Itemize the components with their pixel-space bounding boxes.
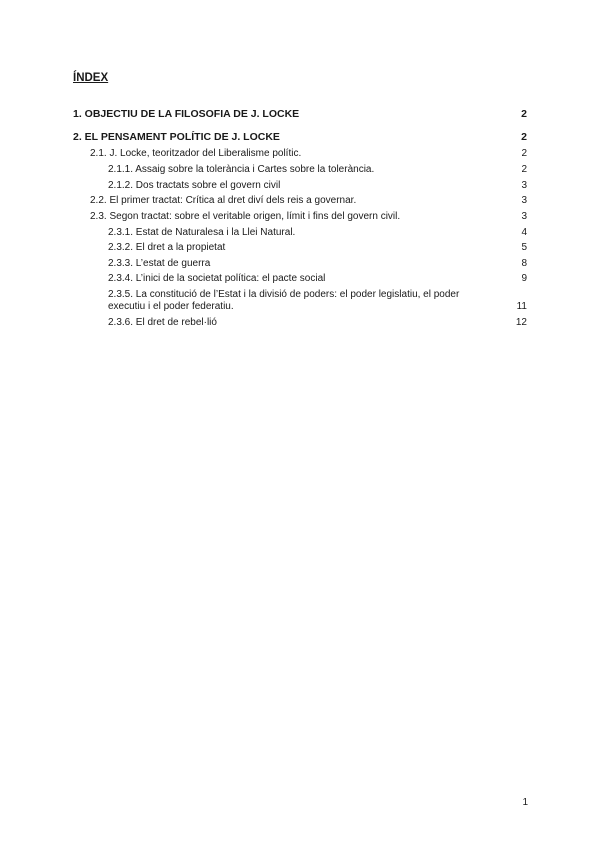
toc-entry[interactable]	[90, 211, 527, 223]
toc-entry-page: 4	[521, 227, 527, 238]
toc-entry-text: 2.3. Segon tractat: sobre el veritable origen, límit i fins del govern civil.	[90, 211, 401, 222]
toc-entry-text: 2.1.2. Dos tractats sobre el govern civil	[108, 180, 281, 191]
toc-entry[interactable]	[108, 258, 527, 270]
toc-entry[interactable]	[90, 195, 527, 207]
toc-entry-text: 2.3.3. L’estat de guerra	[108, 258, 211, 269]
toc-entry-page: 2	[521, 148, 527, 159]
page-number: 1	[522, 797, 528, 808]
toc-entry-text: 2.3.4. L’inici de la societat política: el pacte social	[108, 273, 326, 284]
toc-entry-page: 3	[521, 180, 527, 191]
toc-entry-page: 11	[516, 301, 527, 312]
toc-entry-text: 2.2. El primer tractat: Crítica al dret diví dels reis a governar.	[90, 195, 357, 206]
toc-entry[interactable]	[108, 164, 527, 176]
toc-entry-page: 2	[521, 131, 527, 143]
toc-entry-text: 2.3.5. La constitució de l’Estat i la divisió de poders: el poder legislatiu, el poder executiu i el poder federatiu.	[108, 289, 460, 312]
index-title: ÍNDEX	[73, 72, 109, 84]
toc-entry[interactable]	[73, 131, 527, 143]
toc-entry[interactable]	[108, 242, 527, 254]
toc-entry-page: 3	[521, 195, 527, 206]
toc-entry-page: 3	[521, 211, 527, 222]
toc-entry-text: 2.3.2. El dret a la propietat	[108, 242, 226, 253]
toc-entry-text: 2.1.1. Assaig sobre la tolerància i Cartes sobre la tolerància.	[108, 164, 375, 175]
toc-entry-text: 2.3.6. El dret de rebel·lió	[108, 317, 217, 328]
toc-entry[interactable]	[108, 180, 527, 192]
toc-entry-page: 12	[515, 317, 527, 328]
toc-entry-page: 2	[521, 108, 527, 120]
toc-entry[interactable]	[108, 289, 527, 313]
toc-entry-text: 1. OBJECTIU DE LA FILOSOFIA DE J. LOCKE	[73, 108, 300, 120]
toc-entry-text: 2.3.1. Estat de Naturalesa i la Llei Natural.	[108, 227, 296, 238]
toc-entry-page: 5	[521, 242, 527, 253]
toc-entry[interactable]	[108, 227, 527, 239]
toc-entry-text: 2. EL PENSAMENT POLÍTIC DE J. LOCKE	[73, 131, 280, 143]
toc-entry-text: 2.1. J. Locke, teoritzador del Liberalisme polític.	[90, 148, 302, 159]
toc-entry-page: 2	[521, 164, 527, 175]
toc-entry[interactable]	[90, 148, 527, 160]
toc-entry[interactable]	[73, 108, 527, 120]
toc-entry-page: 8	[521, 258, 527, 269]
toc-entry[interactable]	[108, 273, 527, 285]
toc-entry[interactable]	[108, 317, 527, 329]
toc-entry-page: 9	[521, 273, 527, 284]
